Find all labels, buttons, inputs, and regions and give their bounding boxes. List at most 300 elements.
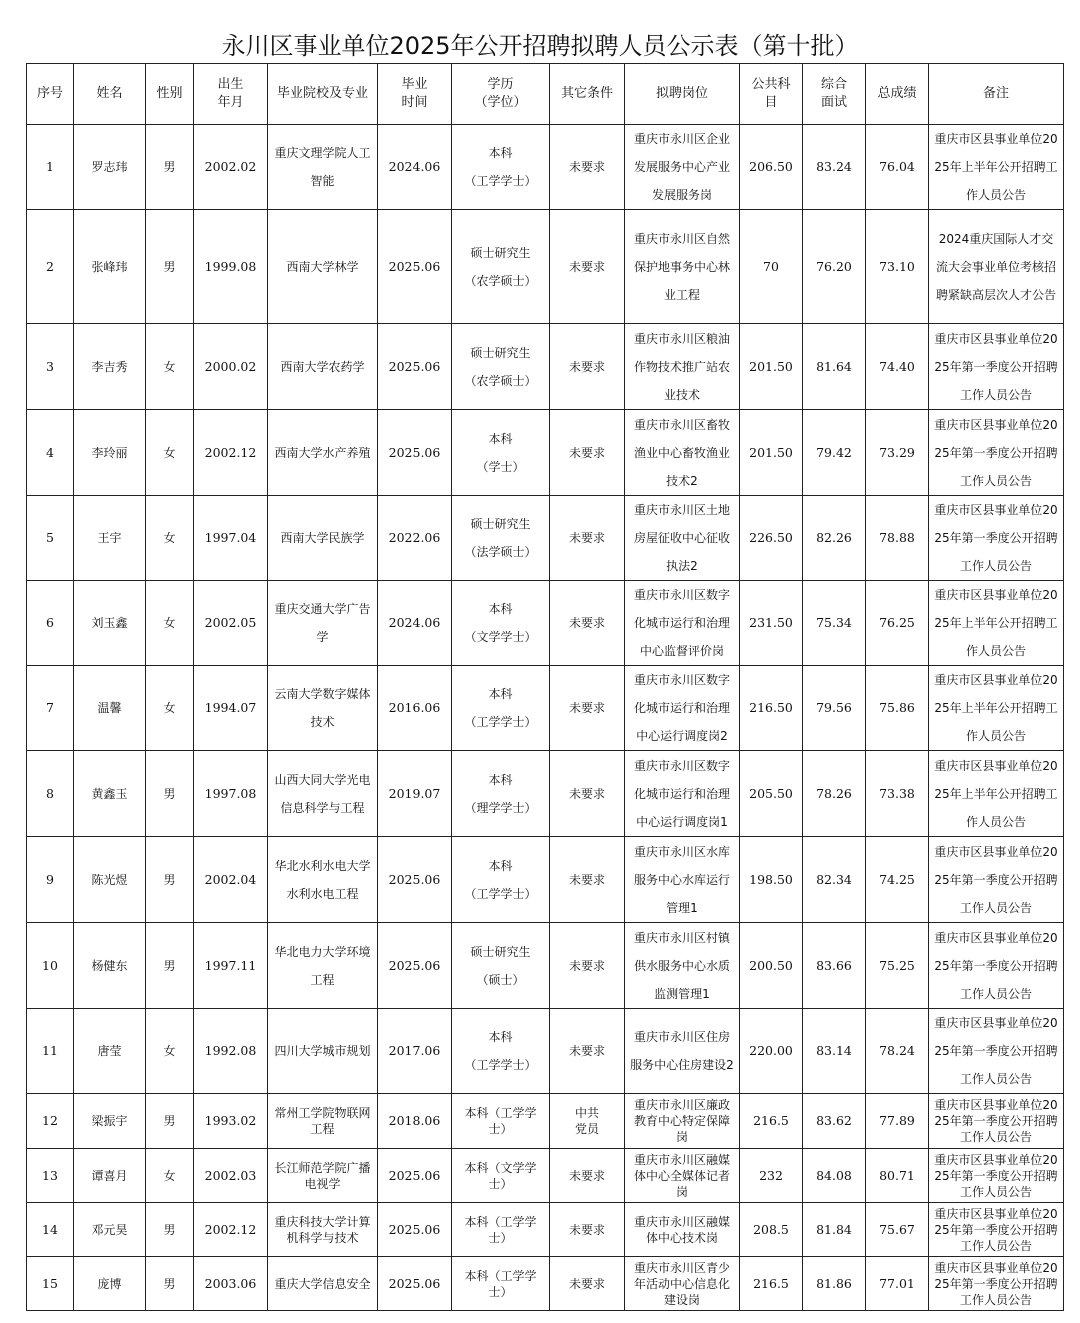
cell-no (27, 751, 74, 837)
cell-edu-text: 本科 （工学学士） (464, 1030, 537, 1072)
cell-grad (378, 666, 452, 751)
cell-total (866, 666, 929, 751)
cell-grad-text: 2025.06 (388, 957, 441, 973)
cell-school-text: 四川大学城市规划 (274, 1044, 371, 1058)
cell-public (740, 1257, 803, 1311)
cell-grad (378, 1203, 452, 1257)
cell-grad (378, 837, 452, 923)
cell-interview (803, 751, 866, 837)
cell-school-text: 西南大学民族学 (280, 531, 365, 545)
cell-total-text: 74.25 (879, 871, 915, 887)
cell-total (866, 324, 929, 410)
cell-no (27, 210, 74, 324)
cell-gender (146, 125, 194, 210)
cell-school (268, 1203, 378, 1257)
cell-public (740, 496, 803, 581)
cell-birth (194, 751, 268, 837)
cell-interview-text: 82.34 (816, 871, 852, 887)
cell-school (268, 751, 378, 837)
cell-interview (803, 210, 866, 324)
cell-public (740, 410, 803, 496)
cell-edu (452, 125, 550, 210)
cell-birth-text: 2002.05 (204, 615, 257, 630)
cell-name-text: 李玲丽 (91, 445, 128, 460)
cell-note-text: 重庆市区县事业单位2025年第一季度公开招聘工作人员公告 (934, 844, 1058, 915)
cell-grad (378, 125, 452, 210)
cell-post (625, 923, 740, 1009)
cell-no (27, 923, 74, 1009)
cell-school-text: 重庆文理学院人工智能 (274, 146, 371, 188)
cell-edu (452, 1149, 550, 1203)
cell-no (27, 1094, 74, 1149)
cell-public-text: 70 (763, 258, 779, 274)
cell-edu-text: 本科（工学学士） (464, 1106, 537, 1136)
cell-public (740, 837, 803, 923)
cell-public-text: 208.5 (753, 1221, 789, 1237)
cell-post (625, 837, 740, 923)
cell-note (929, 125, 1064, 210)
cell-public-text: 216.50 (749, 700, 793, 715)
cell-public-text: 216.5 (753, 1113, 789, 1128)
cell-grad (378, 1009, 452, 1094)
cell-birth-text: 1997.04 (204, 530, 257, 545)
cell-gender-text: 男 (163, 1276, 176, 1291)
cell-edu (452, 496, 550, 581)
cell-school-text: 重庆交通大学广告学 (274, 602, 371, 644)
cell-note-text: 重庆市区县事业单位2025年上半年公开招聘工作人员公告 (934, 758, 1058, 829)
cell-name (74, 1149, 146, 1203)
cell-post-text: 重庆市永川区廉政教育中心特定保障岗 (633, 1098, 730, 1144)
cell-note-text: 重庆市区县事业单位2025年第一季度公开招聘工作人员公告 (934, 503, 1058, 573)
cell-school-text: 常州工学院物联网工程 (274, 1106, 371, 1136)
cell-post (625, 210, 740, 324)
cell-grad-text: 2024.06 (388, 159, 441, 174)
cell-interview (803, 1094, 866, 1149)
cell-post (625, 751, 740, 837)
cell-public (740, 324, 803, 410)
col-header-other: 其它条件 (550, 64, 625, 125)
col-header-no: 序号 (27, 64, 74, 125)
cell-grad (378, 581, 452, 666)
cell-gender-text: 女 (163, 616, 176, 630)
cell-post-text: 重庆市永川区土地房屋征收中心征收执法2 (633, 503, 730, 573)
cell-interview-text: 79.56 (816, 700, 852, 715)
cell-birth-text: 1997.08 (204, 785, 257, 801)
cell-birth (194, 496, 268, 581)
cell-post-text: 重庆市永川区融媒体中心全媒体记者岗 (633, 1152, 730, 1199)
cell-grad-text: 2018.06 (388, 1113, 441, 1128)
cell-birth (194, 324, 268, 410)
cell-interview-text: 83.66 (816, 957, 852, 973)
cell-note (929, 581, 1064, 666)
cell-note-text: 重庆市区县事业单位2025年第一季度公开招聘工作人员公告 (934, 1206, 1058, 1253)
cell-birth-text: 2002.02 (204, 159, 257, 174)
cell-birth (194, 1009, 268, 1094)
cell-public-text: 232 (759, 1167, 783, 1183)
cell-public-text: 201.50 (749, 358, 793, 374)
cell-name-text: 李吉秀 (91, 359, 128, 374)
cell-school (268, 410, 378, 496)
cell-edu-text: 本科（工学学士） (464, 1214, 537, 1245)
cell-interview (803, 1257, 866, 1311)
cell-gender-text: 女 (163, 531, 176, 545)
cell-interview-text: 81.86 (816, 1275, 852, 1291)
cell-name-text: 陈光煜 (91, 872, 128, 887)
cell-gender-text: 男 (163, 786, 176, 801)
cell-birth-text: 2002.04 (204, 871, 257, 887)
cell-total (866, 1257, 929, 1311)
cell-other-text: 未要求 (568, 1168, 605, 1183)
cell-school (268, 125, 378, 210)
cell-other (550, 1257, 625, 1311)
cell-total (866, 210, 929, 324)
cell-note-text: 2024重庆国际人才交流大会事业单位考核招聘紧缺高层次人才公告 (935, 231, 1056, 302)
cell-gender-text: 女 (163, 1044, 176, 1058)
cell-no-text: 13 (42, 1167, 58, 1183)
cell-total-text: 78.24 (879, 1043, 915, 1058)
table-row (27, 666, 1064, 751)
cell-post-text: 重庆市永川区水库服务中心水库运行管理1 (633, 844, 730, 915)
cell-name (74, 210, 146, 324)
cell-interview-text: 81.64 (816, 358, 852, 374)
cell-gender-text: 男 (163, 958, 176, 973)
cell-post (625, 410, 740, 496)
cell-school-text: 西南大学林学 (286, 259, 359, 274)
cell-no-text: 2 (46, 258, 54, 274)
cell-no-text: 11 (42, 1043, 58, 1058)
table-row (27, 410, 1064, 496)
cell-edu (452, 1257, 550, 1311)
cell-birth (194, 1149, 268, 1203)
table-row (27, 125, 1064, 210)
cell-edu (452, 410, 550, 496)
cell-other (550, 324, 625, 410)
cell-note (929, 666, 1064, 751)
cell-note-text: 重庆市区县事业单位2025年第一季度公开招聘工作人员公告 (934, 1098, 1058, 1144)
cell-grad (378, 751, 452, 837)
cell-public-text: 205.50 (749, 785, 793, 801)
cell-public-text: 198.50 (749, 871, 793, 887)
cell-birth (194, 410, 268, 496)
cell-total-text: 77.01 (879, 1275, 915, 1291)
cell-birth (194, 837, 268, 923)
cell-gender (146, 324, 194, 410)
cell-other-text: 未要求 (568, 359, 605, 374)
cell-no (27, 324, 74, 410)
col-header-name: 姓名 (74, 64, 146, 125)
cell-total (866, 410, 929, 496)
cell-edu-text: 本科 （工学学士） (464, 687, 537, 729)
cell-total (866, 496, 929, 581)
cell-interview-text: 84.08 (816, 1167, 852, 1183)
cell-no (27, 1149, 74, 1203)
col-header-grad: 毕业 时间 (378, 64, 452, 125)
cell-grad (378, 1094, 452, 1149)
cell-gender (146, 1149, 194, 1203)
cell-school (268, 324, 378, 410)
cell-name-text: 张峰玮 (91, 259, 128, 274)
cell-school-text: 重庆科技大学计算机科学与技术 (274, 1214, 371, 1245)
cell-note (929, 923, 1064, 1009)
cell-school-text: 西南大学农药学 (280, 359, 365, 374)
cell-total-text: 76.25 (879, 615, 915, 630)
cell-interview-text: 83.62 (816, 1113, 852, 1128)
cell-name-text: 王宇 (97, 531, 122, 545)
cell-gender (146, 923, 194, 1009)
table-row (27, 923, 1064, 1009)
cell-public (740, 125, 803, 210)
cell-birth-text: 2002.12 (204, 1221, 257, 1237)
cell-post (625, 1149, 740, 1203)
cell-other (550, 837, 625, 923)
cell-post-text: 重庆市永川区村镇供水服务中心水质监测管理1 (633, 930, 730, 1001)
cell-birth-text: 1993.02 (204, 1113, 257, 1128)
cell-name (74, 751, 146, 837)
cell-no (27, 581, 74, 666)
cell-note (929, 1149, 1064, 1203)
table-row (27, 324, 1064, 410)
col-header-interview: 综合 面试 (803, 64, 866, 125)
cell-gender (146, 496, 194, 581)
cell-other (550, 1094, 625, 1149)
cell-edu (452, 666, 550, 751)
cell-name-text: 刘玉鑫 (91, 616, 128, 630)
cell-name (74, 837, 146, 923)
cell-name-text: 梁振宇 (91, 1114, 128, 1128)
cell-note-text: 重庆市区县事业单位2025年第一季度公开招聘工作人员公告 (934, 930, 1058, 1001)
cell-interview-text: 79.42 (816, 444, 852, 460)
cell-other-text: 未要求 (568, 1276, 605, 1291)
cell-other (550, 496, 625, 581)
cell-total (866, 1203, 929, 1257)
cell-other (550, 751, 625, 837)
cell-other (550, 1009, 625, 1094)
cell-name (74, 1009, 146, 1094)
cell-total-text: 75.25 (879, 957, 915, 973)
table-row (27, 581, 1064, 666)
cell-no-text: 14 (42, 1221, 58, 1237)
cell-edu (452, 751, 550, 837)
cell-other (550, 1203, 625, 1257)
cell-interview (803, 923, 866, 1009)
cell-no (27, 666, 74, 751)
cell-edu-text: 硕士研究生 （硕士） (470, 944, 531, 987)
cell-grad (378, 210, 452, 324)
recruit-table (26, 63, 1064, 1311)
cell-gender (146, 666, 194, 751)
cell-edu (452, 581, 550, 666)
cell-gender (146, 837, 194, 923)
cell-no (27, 496, 74, 581)
cell-birth-text: 1999.08 (204, 258, 257, 274)
cell-gender-text: 女 (163, 445, 176, 460)
table-row (27, 496, 1064, 581)
cell-other-text: 中共 党员 (574, 1106, 599, 1136)
cell-total (866, 923, 929, 1009)
cell-grad-text: 2024.06 (388, 615, 441, 630)
cell-grad-text: 2016.06 (388, 700, 441, 715)
cell-public-text: 226.50 (749, 530, 793, 545)
cell-edu (452, 837, 550, 923)
cell-interview (803, 666, 866, 751)
cell-grad (378, 923, 452, 1009)
cell-edu (452, 1094, 550, 1149)
cell-name (74, 1257, 146, 1311)
cell-birth-text: 1992.08 (204, 1043, 257, 1058)
cell-grad-text: 2017.06 (388, 1043, 441, 1058)
cell-gender-text: 男 (163, 259, 176, 274)
cell-edu (452, 923, 550, 1009)
cell-total-text: 75.86 (879, 700, 915, 715)
cell-grad-text: 2025.06 (388, 1167, 441, 1183)
cell-interview-text: 83.14 (816, 1043, 852, 1058)
cell-post (625, 496, 740, 581)
cell-post-text: 重庆市永川区自然保护地事务中心林业工程 (633, 231, 730, 302)
cell-name (74, 1094, 146, 1149)
cell-birth-text: 1994.07 (204, 700, 257, 715)
cell-note (929, 751, 1064, 837)
cell-other-text: 未要求 (568, 786, 605, 801)
cell-public (740, 751, 803, 837)
col-header-post: 拟聘岗位 (625, 64, 740, 125)
cell-no (27, 837, 74, 923)
cell-gender (146, 210, 194, 324)
cell-other (550, 210, 625, 324)
cell-interview (803, 125, 866, 210)
cell-public (740, 1149, 803, 1203)
cell-name-text: 庞博 (97, 1276, 122, 1291)
cell-note-text: 重庆市区县事业单位2025年上半年公开招聘工作人员公告 (934, 588, 1058, 658)
cell-other-text: 未要求 (568, 160, 605, 174)
cell-post (625, 125, 740, 210)
cell-no-text: 9 (46, 871, 54, 887)
cell-gender-text: 男 (163, 1114, 176, 1128)
cell-school (268, 1094, 378, 1149)
cell-total-text: 74.40 (879, 358, 915, 374)
cell-public (740, 210, 803, 324)
cell-note (929, 1009, 1064, 1094)
cell-public-text: 201.50 (749, 444, 793, 460)
cell-name (74, 581, 146, 666)
cell-no-text: 10 (42, 957, 58, 973)
cell-public-text: 216.5 (753, 1275, 789, 1291)
cell-total-text: 80.71 (879, 1167, 915, 1183)
cell-post (625, 1203, 740, 1257)
cell-other-text: 未要求 (568, 531, 605, 545)
cell-grad (378, 410, 452, 496)
cell-gender (146, 1257, 194, 1311)
cell-grad-text: 2025.06 (388, 444, 441, 460)
cell-edu-text: 本科（工学学士） (464, 1268, 537, 1299)
cell-total (866, 1094, 929, 1149)
cell-note (929, 1203, 1064, 1257)
cell-grad-text: 2025.06 (388, 871, 441, 887)
cell-name (74, 923, 146, 1009)
cell-birth-text: 1997.11 (204, 957, 257, 973)
cell-other-text: 未要求 (568, 259, 605, 274)
cell-post (625, 666, 740, 751)
cell-name-text: 黄鑫玉 (91, 786, 128, 801)
cell-grad (378, 496, 452, 581)
table-row (27, 210, 1064, 324)
cell-other (550, 410, 625, 496)
cell-grad (378, 1257, 452, 1311)
cell-total-text: 77.89 (879, 1113, 915, 1128)
cell-grad (378, 324, 452, 410)
cell-total-text: 78.88 (879, 530, 915, 545)
cell-other (550, 125, 625, 210)
cell-other (550, 923, 625, 1009)
cell-birth (194, 666, 268, 751)
cell-post-text: 重庆市永川区粮油作物技术推广站农业技术 (633, 331, 730, 402)
cell-note (929, 410, 1064, 496)
cell-other-text: 未要求 (568, 701, 605, 715)
cell-school (268, 210, 378, 324)
cell-school-text: 山西大同大学光电信息科学与工程 (274, 772, 371, 815)
cell-grad-text: 2025.06 (388, 358, 441, 374)
cell-post (625, 581, 740, 666)
cell-edu-text: 本科 （工学学士） (464, 146, 537, 188)
cell-gender-text: 男 (163, 1222, 176, 1237)
cell-interview-text: 75.34 (816, 615, 852, 630)
cell-post-text: 重庆市永川区青少年活动中心信息化建设岗 (633, 1260, 730, 1307)
cell-interview-text: 81.84 (816, 1221, 852, 1237)
cell-birth-text: 2002.03 (204, 1167, 257, 1183)
cell-grad-text: 2025.06 (388, 1221, 441, 1237)
cell-note-text: 重庆市区县事业单位2025年上半年公开招聘工作人员公告 (934, 673, 1058, 743)
cell-gender (146, 1203, 194, 1257)
cell-note (929, 496, 1064, 581)
cell-public-text: 231.50 (749, 615, 793, 630)
cell-edu-text: 本科 （文学学士） (464, 602, 537, 644)
cell-no-text: 12 (42, 1113, 58, 1128)
cell-edu-text: 硕士研究生 （法学硕士） (464, 517, 537, 559)
table-row (27, 1203, 1064, 1257)
cell-school (268, 837, 378, 923)
cell-interview (803, 1009, 866, 1094)
cell-gender (146, 1094, 194, 1149)
col-header-note: 备注 (929, 64, 1064, 125)
cell-post (625, 1094, 740, 1149)
cell-name-text: 邓元昊 (91, 1222, 128, 1237)
cell-school (268, 1149, 378, 1203)
cell-school-text: 华北电力大学环境工程 (274, 944, 371, 987)
table-row (27, 1149, 1064, 1203)
cell-no (27, 1257, 74, 1311)
cell-note-text: 重庆市区县事业单位2025年上半年公开招聘工作人员公告 (934, 132, 1058, 202)
cell-interview (803, 496, 866, 581)
cell-post (625, 1009, 740, 1094)
cell-birth-text: 2000.02 (204, 358, 257, 374)
cell-school-text: 西南大学水产养殖 (274, 445, 371, 460)
cell-post (625, 1257, 740, 1311)
cell-interview (803, 837, 866, 923)
cell-name (74, 125, 146, 210)
cell-birth-text: 2002.12 (204, 444, 257, 460)
cell-total (866, 1009, 929, 1094)
cell-interview (803, 410, 866, 496)
cell-post-text: 重庆市永川区数字化城市运行和治理中心监督评价岗 (633, 588, 730, 658)
cell-birth-text: 2003.06 (204, 1275, 257, 1291)
cell-school-text: 长江师范学院广播电视学 (274, 1160, 371, 1191)
cell-name (74, 1203, 146, 1257)
table-row (27, 837, 1064, 923)
cell-edu-text: 硕士研究生 （农学硕士） (464, 345, 537, 388)
table-row (27, 1094, 1064, 1149)
cell-school-text: 华北水利水电大学水利水电工程 (274, 858, 371, 901)
cell-post-text: 重庆市永川区数字化城市运行和治理中心运行调度岗1 (633, 758, 730, 829)
cell-grad-text: 2025.06 (388, 1275, 441, 1291)
